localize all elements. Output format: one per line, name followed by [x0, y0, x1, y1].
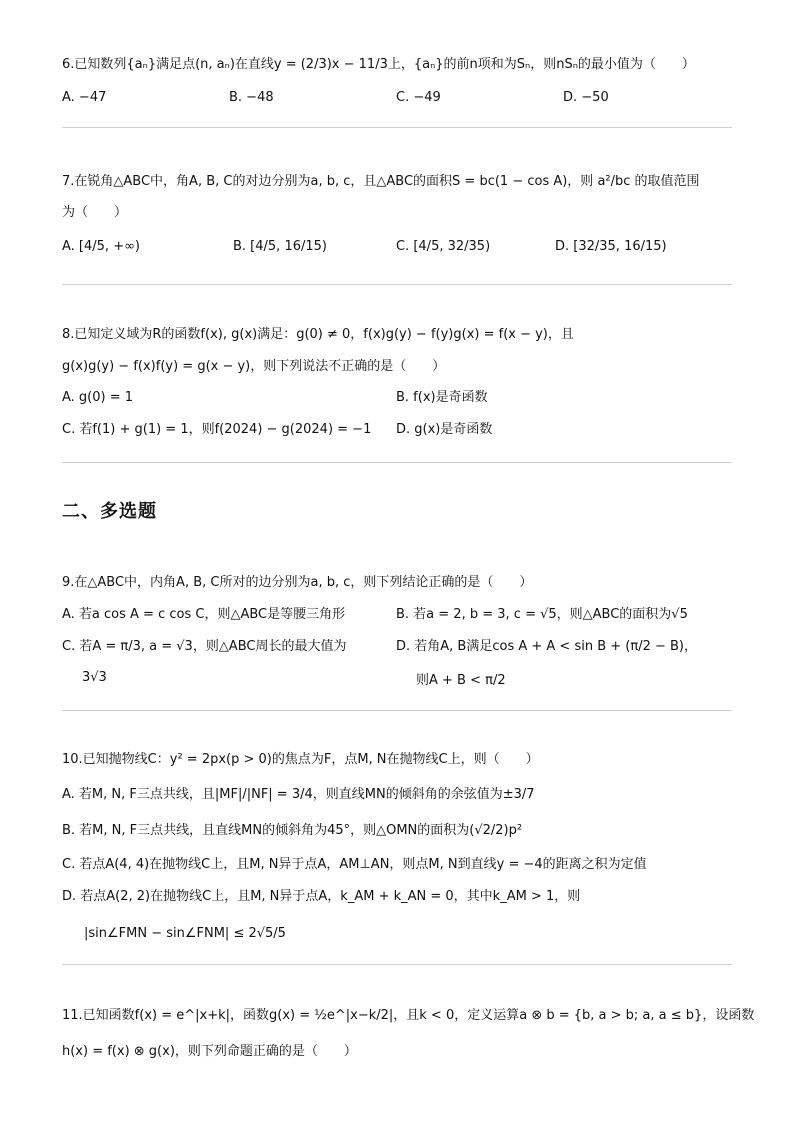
section-title: 二、多选题	[62, 501, 157, 522]
q7-option-c: C. [4/5, 32/35)	[396, 239, 491, 254]
q10-option-d-cont: |sin∠FMN − sin∠FNM| ≤ 2√5/5	[84, 926, 286, 941]
q9-option-d-cont: 则A + B < π/2	[416, 673, 506, 688]
q8-stem: 8.已知定义域为R的函数f(x), g(x)满足：g(0) ≠ 0，f(x)g(y) − f(y)g(x) = f(x − y)，且	[62, 327, 574, 342]
q10-option-b: B. 若M, N, F三点共线，且直线MN的倾斜角为45°，则△OMN的面积为(√2/2)p²	[62, 823, 523, 838]
q7-stem: 7.在锐角△ABC中，角A, B, C的对边分别为a, b, c，且△ABC的面积S = bc(1 − cos A)，则 a²/bc 的取值范围	[62, 174, 700, 189]
q11-stem: 11.已知函数f(x) = e^|x+k|，函数g(x) = ½e^|x−k/2|，且k < 0，定义运算a ⊗ b = {b, a > b; a, a ≤ b}，设函数	[62, 1008, 755, 1023]
divider	[62, 284, 732, 285]
q6-option-a: A. −47	[62, 90, 107, 105]
q7-stem-cont: 为（ ）	[62, 205, 128, 220]
q8-stem-cont: g(x)g(y) − f(x)f(y) = g(x − y)，则下列说法不正确的是（ ）	[62, 359, 446, 374]
q9-option-a: A. 若a cos A = c cos C，则△ABC是等腰三角形	[62, 607, 346, 622]
q9-option-b: B. 若a = 2, b = 3, c = √5，则△ABC的面积为√5	[396, 607, 688, 622]
q9-stem: 9.在△ABC中，内角A, B, C所对的边分别为a, b, c，则下列结论正确的是（ ）	[62, 575, 533, 590]
q6-option-b: B. −48	[229, 90, 274, 105]
q11-stem-cont: h(x) = f(x) ⊗ g(x)，则下列命题正确的是（ ）	[62, 1044, 357, 1059]
q6-stem: 6.已知数列{aₙ}满足点(n, aₙ)在直线y = (2/3)x − 11/3上，{aₙ}的前n项和为Sₙ，则nSₙ的最小值为（ ）	[62, 57, 695, 72]
q9-option-c-cont: 3√3	[82, 670, 107, 685]
q7-option-d: D. [32/35, 16/15)	[555, 239, 667, 254]
q8-option-c: C. 若f(1) + g(1) = 1，则f(2024) − g(2024) = −1	[62, 422, 372, 437]
q8-option-a: A. g(0) = 1	[62, 390, 134, 405]
q7-option-b: B. [4/5, 16/15)	[233, 239, 327, 254]
q9-option-c: C. 若A = π/3, a = √3，则△ABC周长的最大值为	[62, 639, 347, 654]
q10-option-d: D. 若点A(2, 2)在抛物线C上，且M, N异于点A，k_AM + k_AN = 0，其中k_AM > 1，则	[62, 889, 581, 904]
divider	[62, 127, 732, 128]
q6-option-d: D. −50	[563, 90, 609, 105]
divider	[62, 710, 732, 711]
q7-option-a: A. [4/5, +∞)	[62, 239, 140, 254]
divider	[62, 964, 732, 965]
q8-option-b: B. f(x)是奇函数	[396, 390, 488, 405]
q10-option-a: A. 若M, N, F三点共线，且|MF|/|NF| = 3/4，则直线MN的倾斜角的余弦值为±3/7	[62, 787, 535, 802]
q9-option-d: D. 若角A, B满足cos A + A < sin B + (π/2 − B)，	[396, 639, 697, 654]
q8-option-d: D. g(x)是奇函数	[396, 422, 493, 437]
q10-option-c: C. 若点A(4, 4)在抛物线C上，且M, N异于点A，AM⊥AN，则点M, N到直线y = −4的距离之积为定值	[62, 857, 647, 872]
q10-stem: 10.已知抛物线C：y² = 2px(p > 0)的焦点为F，点M, N在抛物线C上，则（ ）	[62, 752, 539, 767]
divider	[62, 462, 732, 463]
q6-option-c: C. −49	[396, 90, 441, 105]
